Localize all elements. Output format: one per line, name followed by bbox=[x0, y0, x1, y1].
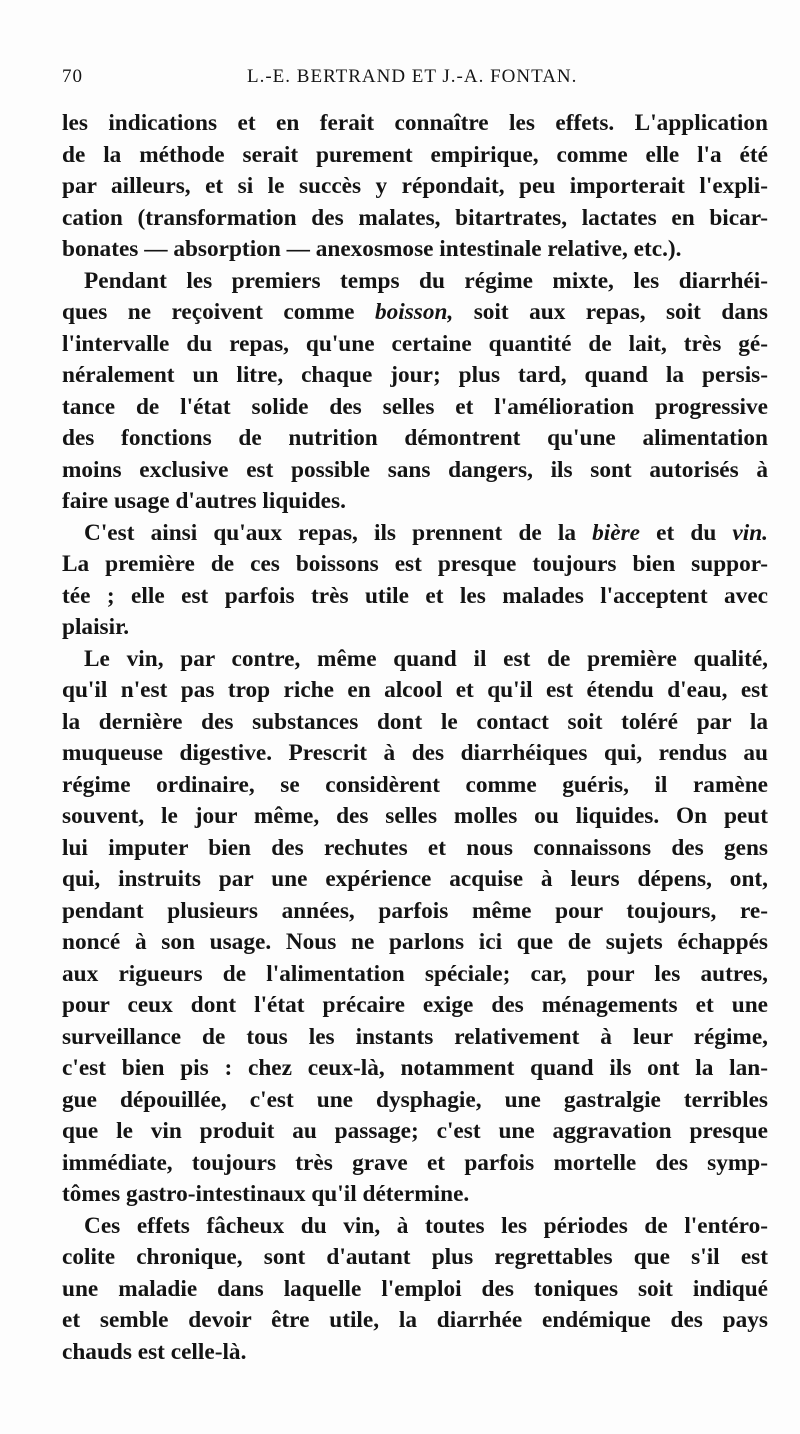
text-line bbox=[62, 1148, 768, 1180]
text-line bbox=[62, 392, 768, 424]
text-line bbox=[62, 140, 768, 172]
text-line bbox=[62, 1242, 768, 1274]
text-line bbox=[62, 833, 768, 865]
page-number: 70 bbox=[62, 66, 83, 87]
text-line-content: une maladie dans laquelle l'emploi des toniques soit indiqué bbox=[62, 1275, 768, 1302]
body-text bbox=[62, 108, 768, 1368]
text-line-content: Ces effets fâcheux du vin, à toutes les périodes de l'entéro- bbox=[84, 1212, 768, 1239]
text-line-content: souvent, le jour même, des selles molles ou liquides. On peut bbox=[62, 803, 768, 829]
text-line bbox=[62, 1305, 768, 1337]
text-line-content: immédiate, toujours très grave et parfois mortelle des symp- bbox=[62, 1149, 768, 1176]
text-line-content: pour ceux dont l'état précaire exige des ménagements et une bbox=[62, 992, 768, 1018]
text-line-content: la dernière des substances dont le contact soit toléré par la bbox=[62, 708, 768, 735]
text-line-content: par ailleurs, et si le succès y répondait, peu importerait l'expli- bbox=[62, 173, 768, 199]
text-fragment: C'est ainsi qu'aux repas, ils prennent de la bbox=[84, 519, 593, 546]
text-line bbox=[62, 455, 768, 487]
text-line-content: que le vin produit au passage; c'est une aggravation presque bbox=[62, 1118, 768, 1144]
text-line-content: plaisir. bbox=[62, 614, 130, 640]
text-line bbox=[62, 1085, 768, 1117]
italic-term: bière bbox=[592, 519, 640, 546]
text-line bbox=[62, 1337, 768, 1369]
text-line bbox=[62, 297, 768, 329]
text-line-content: faire usage d'autres liquides. bbox=[62, 488, 346, 514]
text-line-content: noncé à son usage. Nous ne parlons ici que de sujets échappés bbox=[62, 929, 768, 955]
text-line-content: l'intervalle du repas, qu'une certaine quantité de lait, très gé- bbox=[62, 330, 768, 357]
text-line-content: aux rigueurs de l'alimentation spéciale; car, pour les autres, bbox=[62, 960, 768, 987]
text-line-content: gue dépouillée, c'est une dysphagie, une gastralgie terribles bbox=[62, 1086, 768, 1113]
text-line-content: c'est bien pis : chez ceux-là, notamment quand ils ont la lan- bbox=[62, 1055, 768, 1081]
text-line-content: néralement un litre, chaque jour; plus tard, quand la persis- bbox=[62, 362, 768, 388]
text-line-content: chauds est celle-là. bbox=[62, 1338, 247, 1365]
text-line-content: de la méthode serait purement empirique, comme elle l'a été bbox=[62, 141, 768, 168]
text-fragment: ques ne reçoivent comme bbox=[62, 299, 375, 325]
text-line-content: les indications et en ferait connaître les effets. L'application bbox=[62, 110, 768, 136]
text-line bbox=[62, 896, 768, 928]
text-line bbox=[62, 108, 768, 140]
page-header bbox=[62, 66, 752, 96]
text-line bbox=[62, 927, 768, 959]
text-line-content: des fonctions de nutrition démontrent qu'une alimentation bbox=[62, 425, 768, 451]
text-line-content: cation (transformation des malates, bitartrates, lactates en bicar- bbox=[62, 204, 768, 231]
text-line bbox=[62, 864, 768, 896]
text-line bbox=[62, 360, 768, 392]
text-line-content: pendant plusieurs années, parfois même pour toujours, re- bbox=[62, 897, 768, 924]
text-line-content: qui, instruits par une expérience acquise à leurs dépens, ont, bbox=[62, 866, 768, 892]
text-line bbox=[62, 1211, 768, 1243]
text-line bbox=[62, 1022, 768, 1054]
text-line bbox=[62, 549, 768, 581]
text-line bbox=[62, 266, 768, 298]
text-line bbox=[62, 801, 768, 833]
text-line-content: muqueuse digestive. Prescrit à des diarrhéiques qui, rendus au bbox=[62, 740, 768, 766]
text-line bbox=[62, 581, 768, 613]
italic-term: vin. bbox=[732, 519, 768, 546]
text-line bbox=[62, 329, 768, 361]
text-line-content: régime ordinaire, se considèrent comme guéris, il ramène bbox=[62, 771, 768, 798]
text-line bbox=[62, 1179, 768, 1211]
text-line-content: qu'il n'est pas trop riche en alcool et qu'il est étendu d'eau, est bbox=[62, 677, 768, 703]
text-line bbox=[62, 990, 768, 1022]
text-line-content: Pendant les premiers temps du régime mixte, les diarrhéi- bbox=[84, 267, 768, 294]
text-line-content: bonates — absorption — anexosmose intestinale relative, etc.). bbox=[62, 236, 682, 262]
text-line-content: Le vin, par contre, même quand il est de première qualité, bbox=[84, 645, 768, 672]
text-line bbox=[62, 486, 768, 518]
text-line-content: La première de ces boissons est presque toujours bien suppor- bbox=[62, 551, 768, 577]
text-line-content: et semble devoir être utile, la diarrhée endémique des pays bbox=[62, 1307, 768, 1333]
text-line bbox=[62, 675, 768, 707]
text-fragment: soit aux repas, soit dans bbox=[453, 299, 768, 325]
text-line-content: surveillance de tous les instants relativement à leur régime, bbox=[62, 1023, 768, 1050]
text-line bbox=[62, 959, 768, 991]
text-line bbox=[62, 612, 768, 644]
text-line bbox=[62, 234, 768, 266]
text-line bbox=[62, 171, 768, 203]
text-line bbox=[62, 707, 768, 739]
text-line bbox=[62, 423, 768, 455]
text-line bbox=[62, 518, 768, 550]
italic-term: boisson, bbox=[374, 299, 454, 325]
text-line bbox=[62, 1274, 768, 1306]
text-line-content: moins exclusive est possible sans dangers, ils sont autorisés à bbox=[62, 456, 768, 483]
text-line-content: colite chronique, sont d'autant plus regrettables que s'il est bbox=[62, 1244, 768, 1270]
text-line bbox=[62, 203, 768, 235]
text-line bbox=[62, 644, 768, 676]
text-fragment: et du bbox=[640, 519, 733, 546]
text-line bbox=[62, 738, 768, 770]
text-line-content: lui imputer bien des rechutes et nous connaissons des gens bbox=[62, 834, 768, 861]
text-line-content: tance de l'état solide des selles et l'amélioration progressive bbox=[62, 393, 768, 420]
text-line bbox=[62, 1116, 768, 1148]
text-line-content: tée ; elle est parfois très utile et les malades l'acceptent avec bbox=[62, 582, 768, 609]
text-line-content: tômes gastro-intestinaux qu'il détermine. bbox=[62, 1181, 470, 1207]
text-line bbox=[62, 770, 768, 802]
text-line bbox=[62, 1053, 768, 1085]
running-head: L.-E. BERTRAND ET J.-A. FONTAN. bbox=[247, 66, 578, 87]
